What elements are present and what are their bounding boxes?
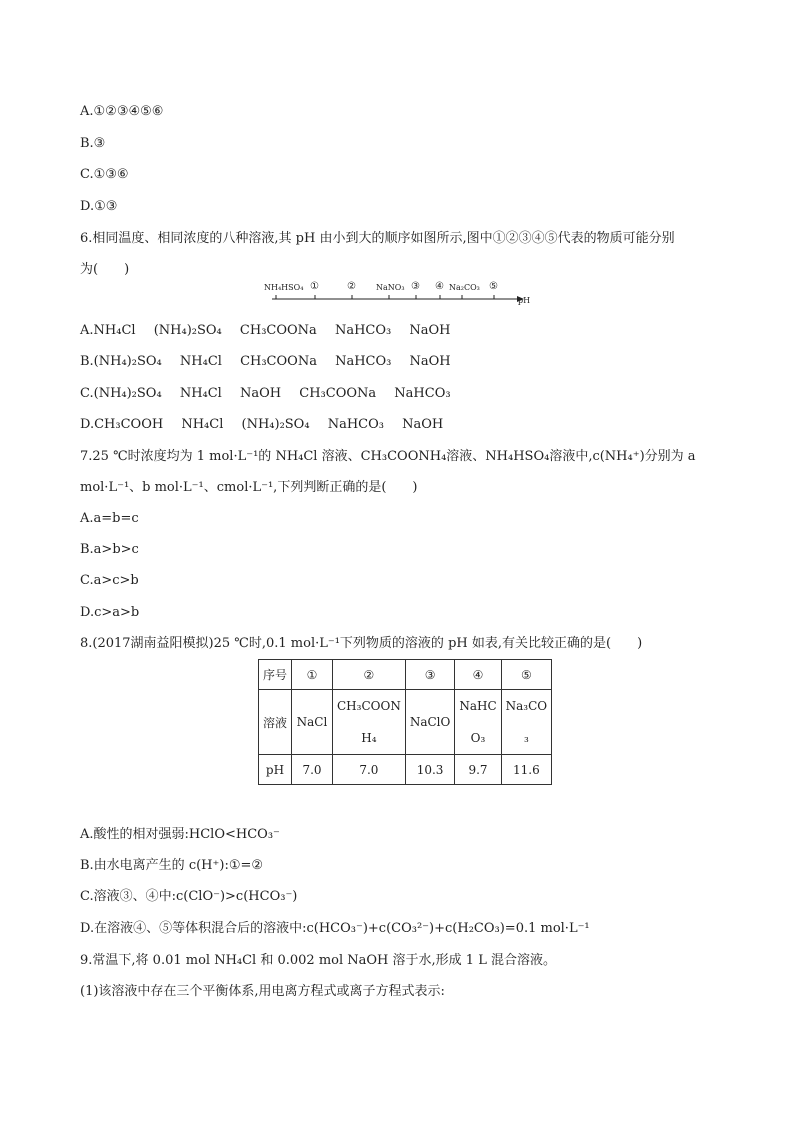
table-cell: 7.0 [292, 755, 333, 785]
table-cell: 9.7 [455, 755, 501, 785]
option-text: NH₄Cl [179, 354, 222, 369]
q7-stem-line2: mol·L⁻¹、b mol·L⁻¹、cmol·L⁻¹,下列判断正确的是( ) [80, 480, 418, 495]
axis-label: ② [347, 281, 356, 292]
cell-line: Na₃CO [505, 699, 548, 713]
q5-option-a: A.①②③④⑤⑥ [80, 104, 164, 119]
cell-line: H₄ [361, 731, 377, 745]
option-text: B.(NH₄)₂SO₄ [80, 354, 162, 369]
axis-label: NaNO₃ [376, 283, 405, 292]
q9-stem: 9.常温下,将 0.01 mol NH₄Cl 和 0.002 mol NaOH 溶于水,形成 1 L 混合溶液。 [80, 953, 556, 968]
table-cell: ③ [405, 660, 455, 690]
axis-end-label: pH [518, 296, 531, 305]
axis-label: ① [310, 281, 319, 292]
q6-option-c [80, 385, 451, 403]
option-text: (NH₄)₂SO₄ [153, 323, 222, 338]
q6-stem-line1: 6.相同温度、相同浓度的八种溶液,其 pH 由小到大的顺序如图所示,图中①②③④⑤代表的物质可能分别 [80, 231, 675, 246]
axis-label: Na₂CO₃ [449, 283, 480, 292]
q6-option-b [80, 353, 451, 371]
table-cell: pH [259, 755, 292, 785]
option-text: NaOH [409, 354, 451, 369]
q7-option-a: A.a=b=c [80, 511, 139, 526]
option-text: (NH₄)₂SO₄ [241, 417, 310, 432]
q8-option-a: A.酸性的相对强弱:HClO<HCO₃⁻ [80, 827, 280, 842]
option-text: NaOH [239, 386, 282, 401]
option-text: NH₄Cl [179, 386, 222, 401]
option-text: CH₃COONa [299, 386, 377, 401]
table-cell: ④ [455, 660, 501, 690]
option-text: C.(NH₄)₂SO₄ [80, 386, 162, 401]
ph-order-axis [262, 283, 532, 307]
option-text: NH₄Cl [181, 417, 224, 432]
option-text: D.CH₃COOH [80, 417, 164, 432]
q7-option-b: B.a>b>c [80, 542, 139, 557]
q5-option-d: D.①③ [80, 199, 118, 214]
q9-sub1: (1)该溶液中存在三个平衡体系,用电离方程式或离子方程式表示: [80, 984, 445, 999]
option-text: NaOH [402, 417, 444, 432]
table-cell: 11.6 [501, 755, 551, 785]
table-row [259, 690, 552, 755]
axis-label: ⑤ [489, 281, 498, 292]
axis-label: NH₄HSO₄ [264, 283, 304, 292]
q6-stem-line2: 为( ) [80, 262, 130, 277]
table-cell: 溶液 [259, 690, 292, 755]
table-cell: ② [333, 660, 406, 690]
q8-stem: 8.(2017湖南益阳模拟)25 ℃时,0.1 mol·L⁻¹下列物质的溶液的 pH 如表,有关比较正确的是( ) [80, 636, 643, 651]
table-row [259, 755, 552, 785]
q8-option-b: B.由水电离产生的 c(H⁺):①=② [80, 858, 264, 873]
table-cell: 7.0 [333, 755, 406, 785]
cell-line: O₃ [470, 731, 486, 745]
q7-stem-line1: 7.25 ℃时浓度均为 1 mol·L⁻¹的 NH₄Cl 溶液、CH₃COONH₄溶液、NH₄HSO₄溶液中,c(NH₄⁺)分别为 a [80, 449, 696, 464]
cell-line: NaHC [459, 699, 497, 713]
table-cell [333, 690, 406, 755]
table-cell [455, 690, 501, 755]
q7-option-d: D.c>a>b [80, 605, 140, 620]
table-cell: ⑤ [501, 660, 551, 690]
option-text: NaOH [409, 323, 451, 338]
table-row [259, 660, 552, 690]
q6-option-d [80, 416, 443, 434]
q5-option-c: C.①③⑥ [80, 167, 129, 182]
table-cell: ① [292, 660, 333, 690]
axis-label: ④ [435, 281, 444, 292]
cell-line: CH₃COON [337, 699, 401, 713]
q8-option-d: D.在溶液④、⑤等体积混合后的溶液中:c(HCO₃⁻)+c(CO₃²⁻)+c(H₂CO₃)=0.1 mol·L⁻¹ [80, 921, 590, 936]
option-text: CH₃COONa [240, 354, 317, 369]
q8-option-c: C.溶液③、④中:c(ClO⁻)>c(HCO₃⁻) [80, 889, 298, 904]
axis-label: ③ [411, 281, 420, 292]
table-cell [501, 690, 551, 755]
option-text: NaHCO₃ [394, 386, 451, 401]
table-cell: NaClO [405, 690, 455, 755]
table-cell: 序号 [259, 660, 292, 690]
option-text: NaHCO₃ [335, 354, 392, 369]
ph-table [258, 659, 552, 785]
table-cell: NaCl [292, 690, 333, 755]
cell-line: ₃ [523, 731, 529, 745]
q5-option-b: B.③ [80, 136, 106, 151]
option-text: NaHCO₃ [327, 417, 384, 432]
option-text: A.NH₄Cl [80, 323, 136, 338]
option-text: NaHCO₃ [334, 323, 392, 338]
q7-option-c: C.a>c>b [80, 573, 139, 588]
option-text: CH₃COONa [239, 323, 317, 338]
table-cell: 10.3 [405, 755, 455, 785]
q6-option-a [80, 322, 450, 340]
